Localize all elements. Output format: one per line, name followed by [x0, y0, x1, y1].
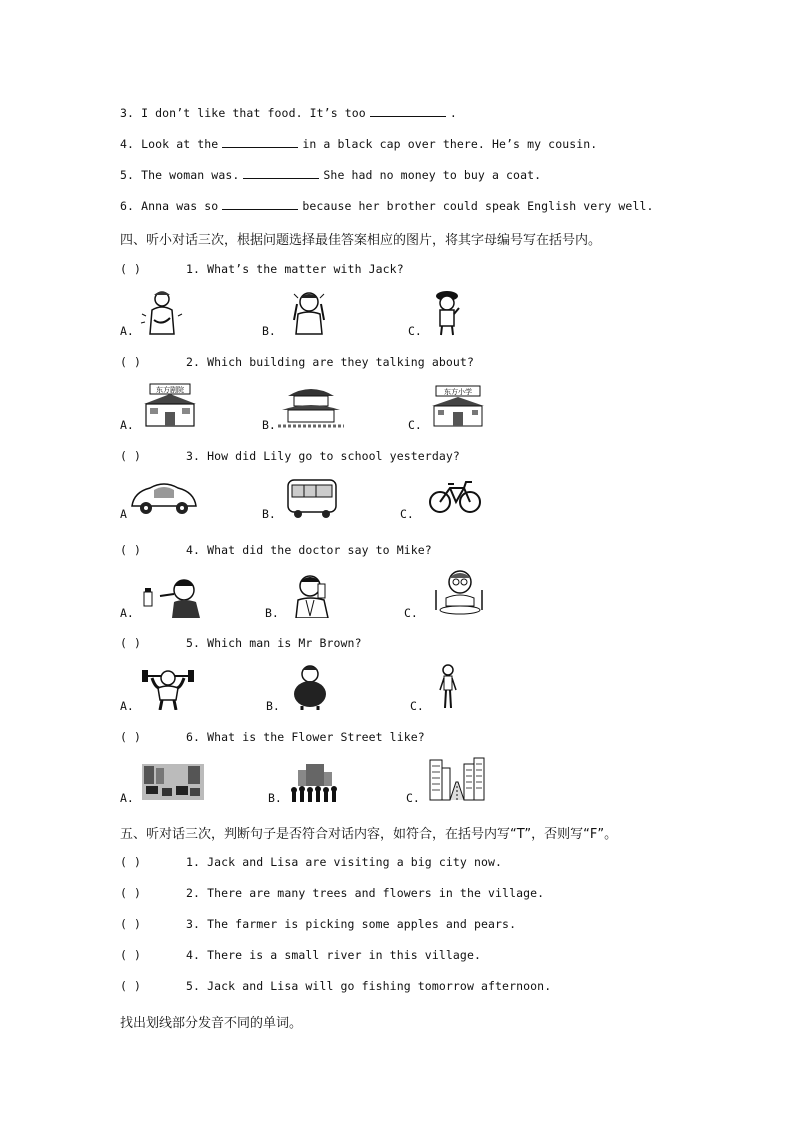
- tall-buildings-street-icon[interactable]: [428, 756, 486, 804]
- option-c-label: C.: [408, 324, 422, 338]
- answer-paren[interactable]: ( ): [120, 979, 142, 993]
- answer-paren[interactable]: ( ): [120, 262, 142, 276]
- answer-blank[interactable]: [370, 106, 446, 117]
- bus-icon[interactable]: [286, 476, 338, 520]
- option-c-label: C.: [410, 699, 424, 713]
- question-2: [120, 355, 474, 369]
- fill-in-line-5: [120, 168, 541, 182]
- option-c-label: C.: [404, 606, 418, 620]
- answer-blank[interactable]: [243, 168, 319, 179]
- fill-in-line-6: [120, 199, 654, 213]
- bicycle-icon[interactable]: [428, 476, 482, 516]
- statement-text: 4. There is a small river in this village.: [186, 948, 481, 962]
- option-b-label: B.: [265, 606, 279, 620]
- person-with-cap-icon[interactable]: [432, 290, 462, 336]
- car-icon[interactable]: [128, 478, 200, 518]
- answer-blank[interactable]: [222, 199, 298, 210]
- option-b-label: B.: [262, 507, 276, 521]
- boy-drinking-water-icon[interactable]: [290, 572, 340, 618]
- option-a-label: A.: [120, 791, 134, 805]
- question-4: [120, 543, 432, 557]
- question-1: [120, 262, 404, 276]
- option-b-label: B.: [262, 418, 276, 432]
- thin-man-icon[interactable]: [438, 664, 458, 710]
- statement-text: 2. There are many trees and flowers in the village.: [186, 886, 545, 900]
- answer-paren[interactable]: ( ): [120, 449, 142, 463]
- text: 5. The woman was.: [120, 168, 240, 182]
- boy-taking-medicine-icon[interactable]: [140, 572, 206, 618]
- question-3: [120, 449, 460, 463]
- boy-eating-icon[interactable]: [432, 568, 486, 616]
- fat-man-icon[interactable]: [290, 664, 330, 710]
- answer-paren[interactable]: ( ): [120, 855, 142, 869]
- option-a-label: A.: [120, 324, 134, 338]
- tf-item-3: [120, 917, 516, 931]
- busy-traffic-street-icon[interactable]: [142, 764, 204, 800]
- question-text: 1. What’s the matter with Jack?: [186, 262, 404, 276]
- answer-paren[interactable]: ( ): [120, 636, 142, 650]
- option-c-label: C.: [408, 418, 422, 432]
- answer-paren[interactable]: ( ): [120, 355, 142, 369]
- person-headache-icon[interactable]: [288, 290, 330, 336]
- statement-text: 3. The farmer is picking some apples and pears.: [186, 917, 517, 931]
- question-text: 3. How did Lily go to school yesterday?: [186, 449, 460, 463]
- tf-item-4: [120, 948, 481, 962]
- statement-text: 1. Jack and Lisa are visiting a big city now.: [186, 855, 503, 869]
- fill-in-line-4: [120, 137, 597, 151]
- text: because her brother could speak English very well.: [302, 199, 654, 213]
- fill-in-line-3: [120, 106, 457, 120]
- question-text: 4. What did the doctor say to Mike?: [186, 543, 432, 557]
- answer-blank[interactable]: [222, 137, 298, 148]
- answer-paren[interactable]: ( ): [120, 543, 142, 557]
- option-b-label: B.: [262, 324, 276, 338]
- statement-text: 5. Jack and Lisa will go fishing tomorrow afternoon.: [186, 979, 552, 993]
- question-5: [120, 636, 362, 650]
- person-stomachache-icon[interactable]: [140, 290, 184, 336]
- footer-heading: 找出划线部分发音不同的单词。: [120, 1016, 303, 1031]
- text: She had no money to buy a coat.: [323, 168, 542, 182]
- answer-paren[interactable]: ( ): [120, 948, 142, 962]
- tf-item-5: [120, 979, 551, 993]
- temple-building-icon[interactable]: [278, 380, 344, 428]
- school-building-icon[interactable]: [430, 384, 486, 428]
- option-a-label: A.: [120, 606, 134, 620]
- question-text: 6. What is the Flower Street like?: [186, 730, 425, 744]
- text: .: [449, 106, 457, 120]
- crowd-street-icon[interactable]: [290, 762, 340, 804]
- question-6: [120, 730, 425, 744]
- section-4-heading: 四、听小对话三次，根据问题选择最佳答案相应的图片，将其字母编号写在括号内。: [120, 233, 602, 248]
- option-a-label: A.: [120, 418, 134, 432]
- strong-man-icon[interactable]: [140, 664, 196, 710]
- cinema-building-icon[interactable]: [140, 382, 200, 428]
- text: 4. Look at the: [120, 137, 219, 151]
- text: 6. Anna was so: [120, 199, 219, 213]
- option-a-label: A: [120, 507, 127, 521]
- school-sign: 东方小学: [444, 388, 472, 396]
- tf-item-1: [120, 855, 502, 869]
- section-5-heading: 五、听对话三次，判断句子是否符合对话内容，如符合，在括号内写“T”，否则写“F”。: [120, 827, 618, 842]
- answer-paren[interactable]: ( ): [120, 730, 142, 744]
- text: 3. I don’t like that food. It’s too: [120, 106, 366, 120]
- tf-item-2: [120, 886, 544, 900]
- option-b-label: B.: [266, 699, 280, 713]
- question-text: 2. Which building are they talking about?: [186, 355, 474, 369]
- option-c-label: C.: [406, 791, 420, 805]
- option-c-label: C.: [400, 507, 414, 521]
- question-text: 5. Which man is Mr Brown?: [186, 636, 362, 650]
- text: in a black cap over there. He’s my cousin.: [302, 137, 598, 151]
- cinema-sign: 东方剧院: [156, 386, 184, 394]
- answer-paren[interactable]: ( ): [120, 886, 142, 900]
- option-a-label: A.: [120, 699, 134, 713]
- answer-paren[interactable]: ( ): [120, 917, 142, 931]
- option-b-label: B.: [268, 791, 282, 805]
